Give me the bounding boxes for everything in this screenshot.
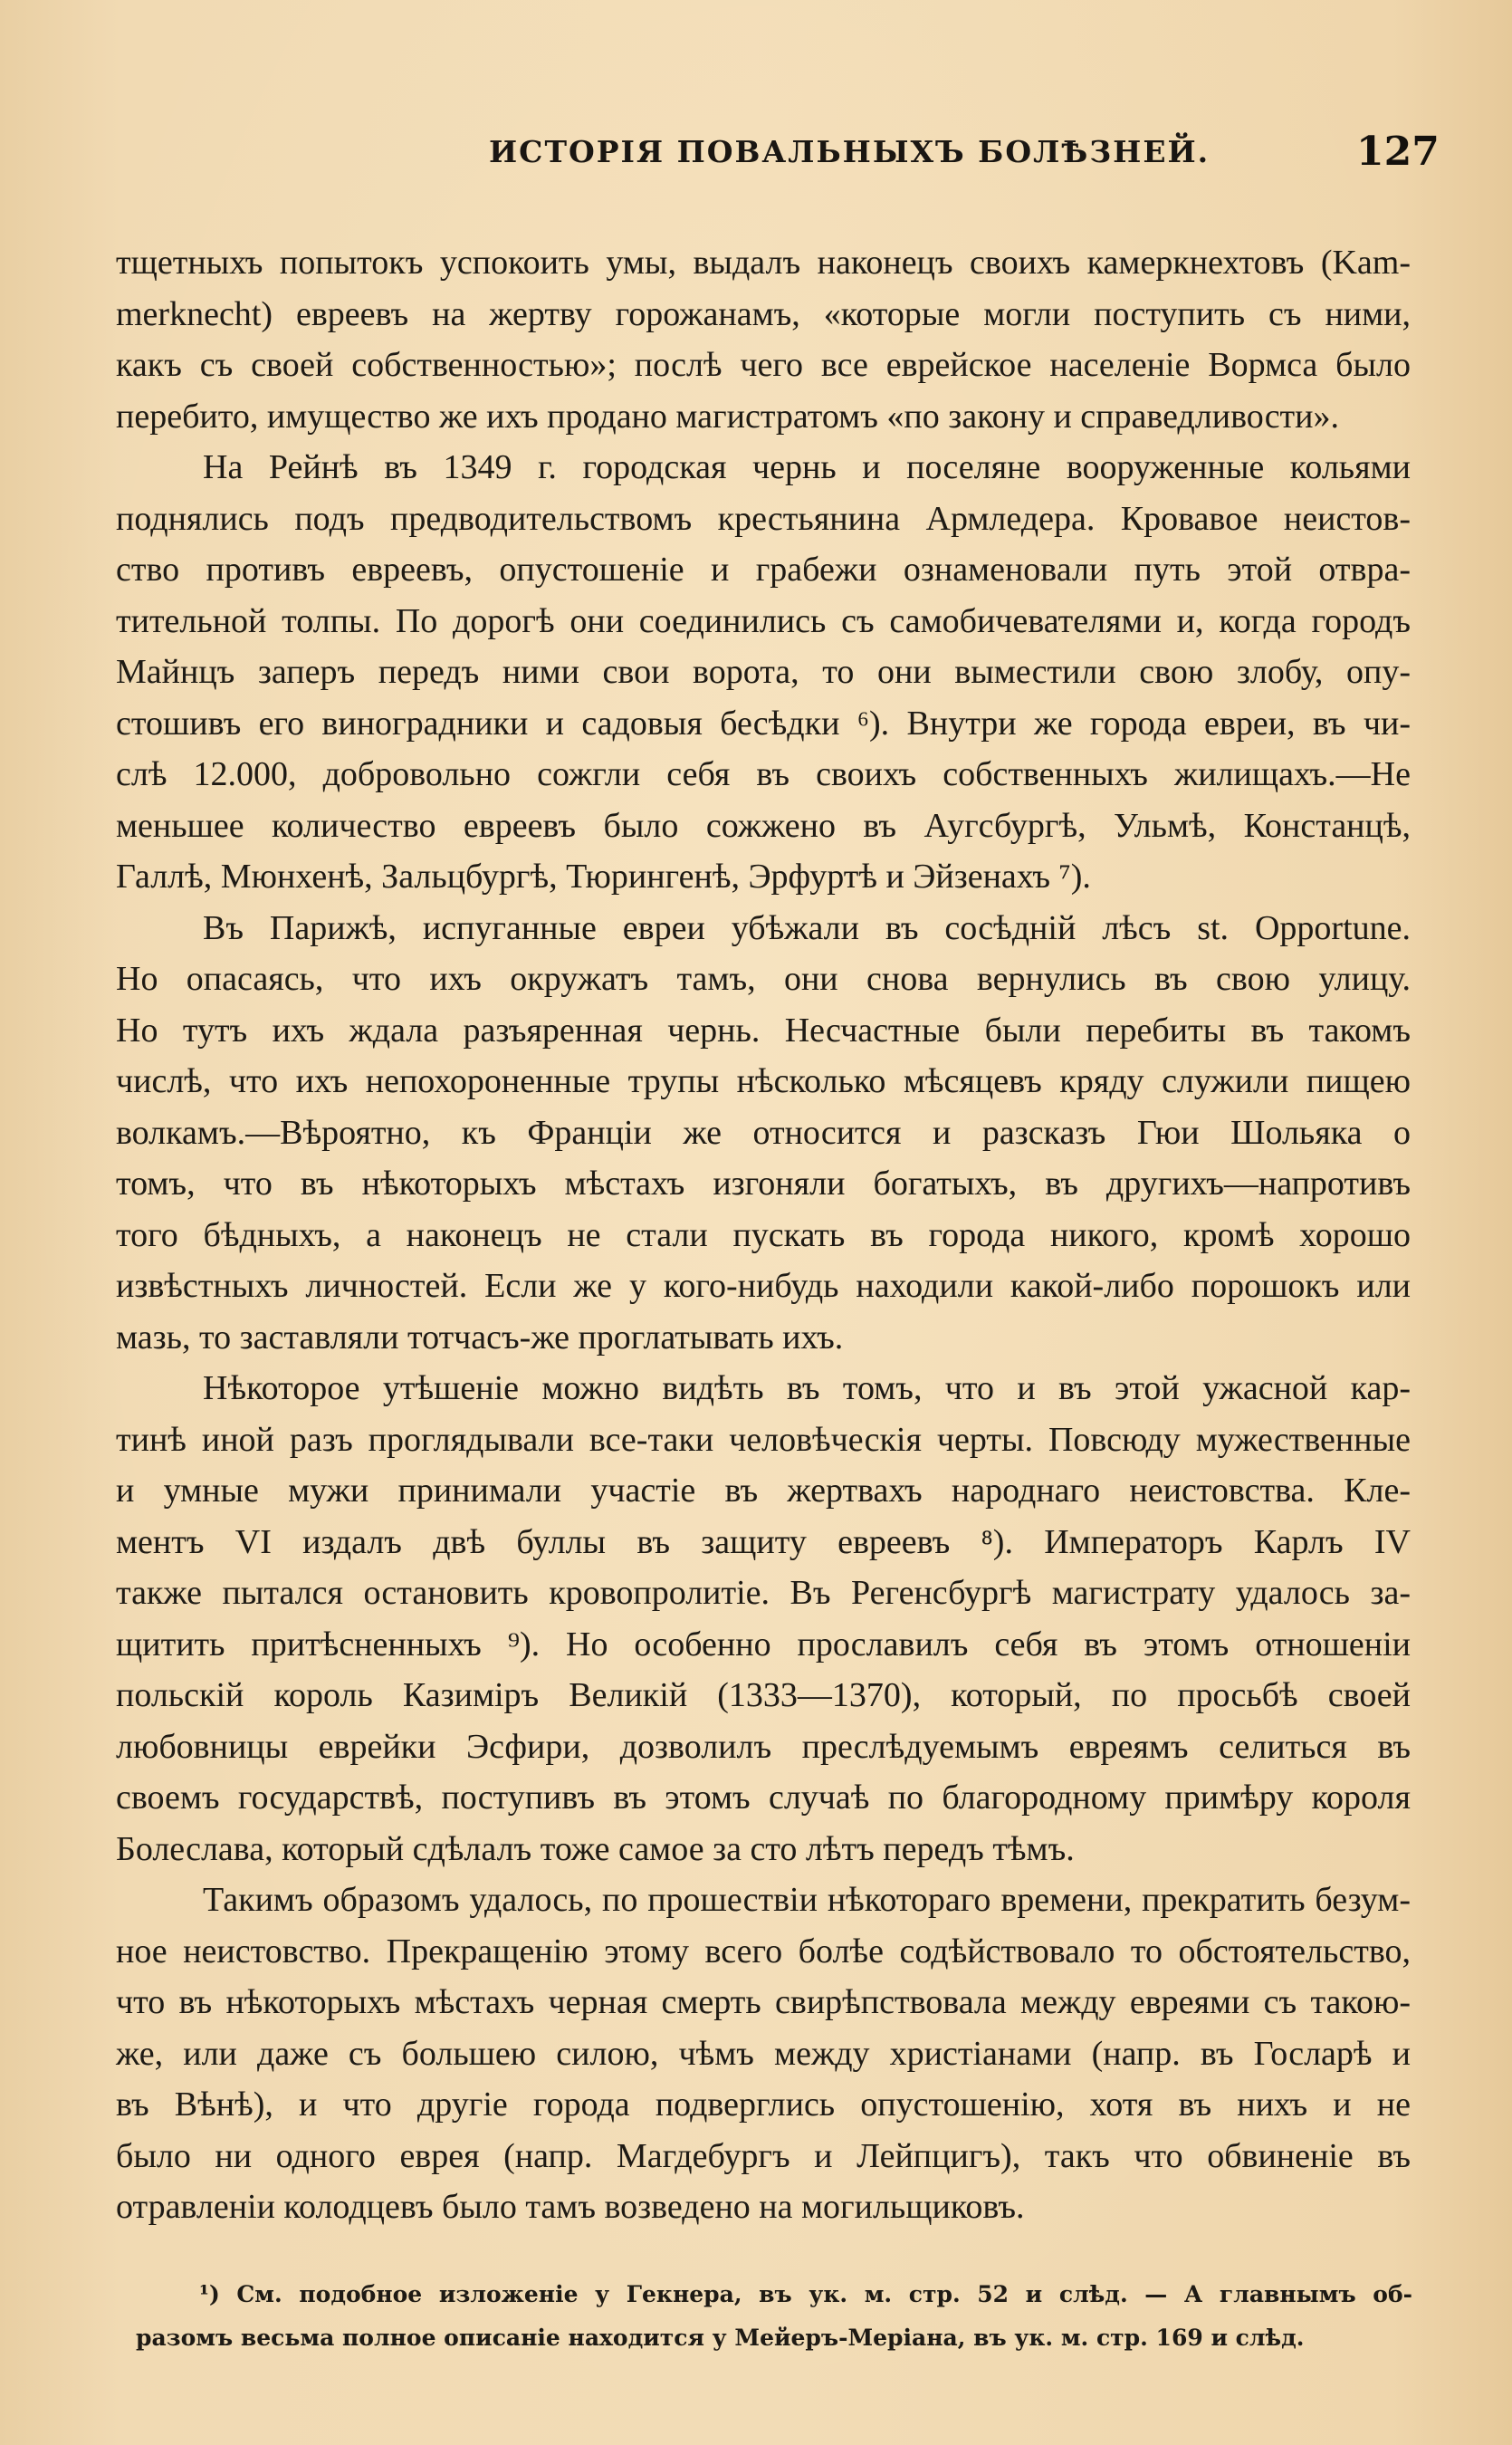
text-line: волкамъ.—Вѣроятно, къ Франціи же относится и разсказъ Гюи Шольяка о <box>116 1113 1411 1152</box>
text-line: тительной толпы. По дорогѣ они соединились съ самобичевателями и, когда городъ <box>116 601 1411 640</box>
text-line: числѣ, что ихъ непохороненные трупы нѣсколько мѣсяцевъ кряду служили пищею <box>116 1062 1411 1100</box>
text-line: въ Вѣнѣ), и что другіе города подверглись опустошенію, хотя въ нихъ и не <box>116 2085 1411 2124</box>
text-line: ное неистовство. Прекращенію этому всего болѣе содѣйствовало то обстоятельство, <box>116 1932 1411 1970</box>
text-line: перебито, имущество же ихъ продано магистратомъ «по закону и справедливости». <box>116 397 1340 436</box>
text-line: меньшее количество евреевъ было сожжено въ Аугсбургѣ, Ульмѣ, Констанцѣ, <box>116 806 1411 845</box>
text-line: Майнцъ заперъ передъ ними свои ворота, то они выместили свою злобу, опу- <box>116 653 1411 691</box>
text-line: же, или даже съ большею силою, чѣмъ между христіанами (напр. въ Госларѣ и <box>116 2034 1411 2073</box>
text-line: Галлѣ, Мюнхенѣ, Зальцбургѣ, Тюрингенѣ, Эрфуртѣ и Эйзенахъ ⁷). <box>116 858 1091 896</box>
footnote-line: ¹) См. подобное изложеніе у Гекнера, въ ук. м. стр. 52 и слѣд. — А главнымъ об- <box>199 2281 1412 2307</box>
text-line: Нѣкоторое утѣшеніе можно видѣть въ томъ, что и въ этой ужасной кар- <box>203 1369 1411 1407</box>
text-line: томъ, что въ нѣкоторыхъ мѣстахъ изгоняли богатыхъ, въ другихъ—напротивъ <box>116 1165 1411 1203</box>
text-line: Болеслава, который сдѣлалъ тоже самое за сто лѣтъ передъ тѣмъ. <box>116 1829 1075 1868</box>
text-line: На Рейнѣ въ 1349 г. городская чернь и поселяне вооруженные кольями <box>203 448 1411 486</box>
text-line: стошивъ его виноградники и садовыя бесѣдки ⁶). Внутри же города евреи, въ чи- <box>116 704 1411 743</box>
text-line: слѣ 12.000, добровольно сожгли себя въ своихъ собственныхъ жилищахъ.—Не <box>116 755 1411 793</box>
text-line: было ни одного еврея (напр. Магдебургъ и Лейпцигъ), такъ что обвиненіе въ <box>116 2136 1411 2175</box>
running-title: ИСТОРІЯ ПОВАЛЬНЫХЪ БОЛѢЗНЕЙ. <box>489 134 1211 169</box>
text-line: отравленіи колодцевъ было тамъ возведено на могильщиковъ. <box>116 2188 1025 2226</box>
text-line: поднялись подъ предводительствомъ крестьянина Армледера. Кровавое неистов- <box>116 499 1411 538</box>
text-line: какъ съ своей собственностью»; послѣ чего все еврейское населеніе Вормса было <box>116 346 1411 384</box>
text-line: ментъ VI издалъ двѣ буллы въ защиту евреевъ ⁸). Императоръ Карлъ IV <box>116 1522 1411 1561</box>
text-line: щитить притѣсненныхъ ⁹). Но особенно прославилъ себя въ этомъ отношеніи <box>116 1625 1411 1664</box>
text-line: польскій король Казиміръ Великій (1333—1370), который, по просьбѣ своей <box>116 1676 1411 1714</box>
text-line: merknecht) евреевъ на жертву горожанамъ, «которые могли поступить съ ними, <box>116 294 1411 333</box>
text-line: тинѣ иной разъ проглядывали все-таки человѣческія черты. Повсюду мужественные <box>116 1420 1411 1459</box>
text-line: тщетныхъ попытокъ успокоить умы, выдалъ наконецъ своихъ камеркнехтовъ (Kam- <box>116 244 1411 282</box>
text-line: того бѣдныхъ, а наконецъ не стали пускать въ города никого, кромѣ хорошо <box>116 1215 1411 1254</box>
text-line: Такимъ образомъ удалось, по прошествіи нѣкотораго времени, прекратить безум- <box>203 1881 1411 1919</box>
text-line: любовницы еврейки Эсфири, дозволилъ преслѣдуемымъ евреямъ селиться въ <box>116 1727 1411 1766</box>
text-line: также пытался остановить кровопролитіе. Въ Регенсбургѣ магистрату удалось за- <box>116 1574 1411 1612</box>
text-line: и умные мужи принимали участіе въ жертвахъ народнаго неистовства. Кле- <box>116 1472 1411 1510</box>
text-line: извѣстныхъ личностей. Если же у кого-нибудь находили какой-либо порошокъ или <box>116 1267 1411 1305</box>
text-line: Но опасаясь, что ихъ окружатъ тамъ, они снова вернулись въ свою улицу. <box>116 960 1411 998</box>
text-line: ство противъ евреевъ, опустошеніе и грабежи ознаменовали путь этой отвра- <box>116 551 1411 589</box>
page-header <box>0 129 1512 188</box>
text-line: мазь, то заставляли тотчасъ-же проглатывать ихъ. <box>116 1318 844 1357</box>
footnotes <box>136 2273 1412 2360</box>
footnote-line: разомъ весьма полное описаніе находится у Мейеръ-Меріана, въ ук. м. стр. 169 и слѣд. <box>136 2325 1305 2351</box>
page-number: 127 <box>1356 129 1440 175</box>
text-line: что въ нѣкоторыхъ мѣстахъ черная смерть свирѣпствовала между евреями съ такою- <box>116 1983 1411 2021</box>
text-line: своемъ государствѣ, поступивъ въ этомъ случаѣ по благородному примѣру короля <box>116 1779 1411 1817</box>
text-line: Но тутъ ихъ ждала разъяренная чернь. Несчастные были перебиты въ такомъ <box>116 1011 1411 1050</box>
body-text <box>116 237 1411 2233</box>
text-line: Въ Парижѣ, испуганные евреи убѣжали въ сосѣдній лѣсъ st. Opportune. <box>203 908 1411 947</box>
